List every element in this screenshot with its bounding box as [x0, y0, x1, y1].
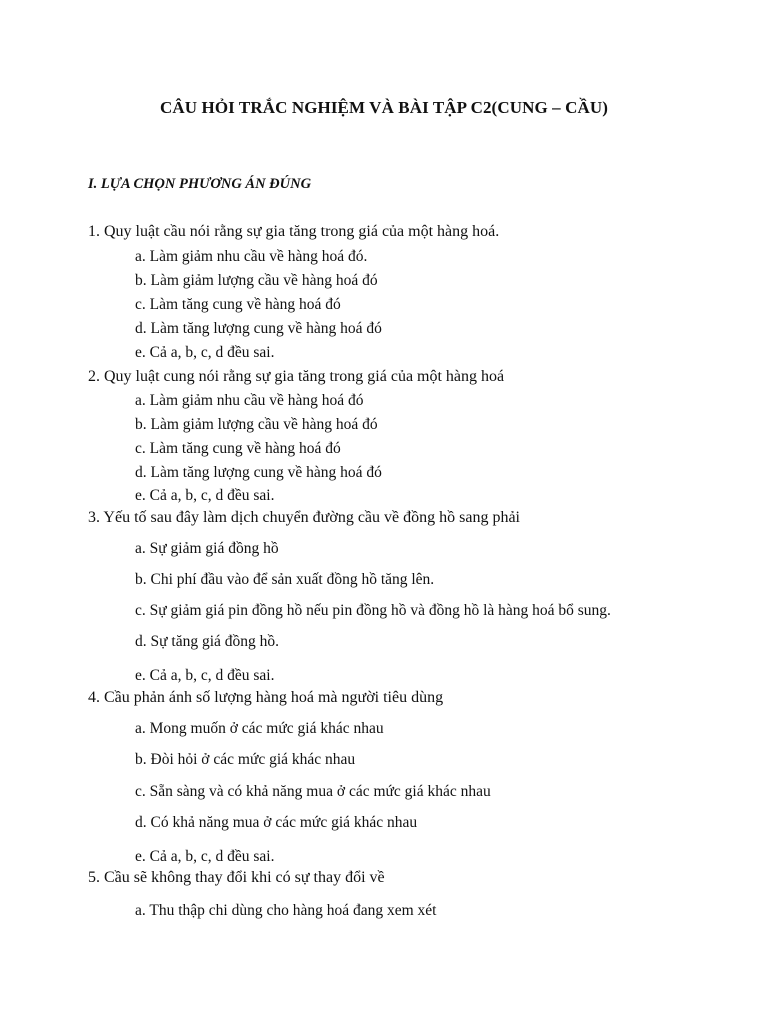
q3-option-a: a. Sự giảm giá đồng hồ: [135, 540, 279, 557]
q2-option-c: c. Làm tăng cung về hàng hoá đó: [135, 440, 341, 457]
q1-option-e: e. Cả a, b, c, d đều sai.: [135, 344, 275, 361]
question-5: 5. Cầu sẽ không thay đổi khi có sự thay đổi về: [88, 869, 385, 886]
question-4: 4. Cầu phản ánh số lượng hàng hoá mà người tiêu dùng: [88, 689, 444, 706]
q1-option-b: b. Làm giảm lượng cầu về hàng hoá đó: [135, 272, 378, 289]
q1-option-c: c. Làm tăng cung về hàng hoá đó: [135, 296, 341, 313]
q1-option-d: d. Làm tăng lượng cung về hàng hoá đó: [135, 320, 382, 337]
q4-option-d: d. Có khả năng mua ở các mức giá khác nhau: [135, 814, 418, 831]
q4-option-e: e. Cả a, b, c, d đều sai.: [135, 848, 275, 865]
q4-option-b: b. Đòi hỏi ở các mức giá khác nhau: [135, 751, 356, 768]
q5-option-a: a. Thu thập chi dùng cho hàng hoá đang xem xét: [135, 902, 437, 919]
q4-option-a: a. Mong muốn ở các mức giá khác nhau: [135, 720, 384, 737]
question-2: 2. Quy luật cung nói rằng sự gia tăng trong giá của một hàng hoá: [88, 368, 505, 385]
q4-option-c: c. Sẵn sàng và có khả năng mua ở các mức giá khác nhau: [135, 783, 491, 800]
q3-option-b: b. Chi phí đầu vào để sản xuất đồng hồ tăng lên.: [135, 571, 435, 588]
section-heading: I. LỰA CHỌN PHƯƠNG ÁN ĐÚNG: [88, 176, 312, 192]
q3-option-d: d. Sự tăng giá đồng hồ.: [135, 633, 280, 650]
q2-option-b: b. Làm giảm lượng cầu về hàng hoá đó: [135, 416, 378, 433]
document-title: CÂU HỎI TRẮC NGHIỆM VÀ BÀI TẬP C2(CUNG – CẦU): [160, 98, 608, 117]
q2-option-e: e. Cả a, b, c, d đều sai.: [135, 487, 275, 504]
q3-option-c: c. Sự giảm giá pin đồng hồ nếu pin đồng hồ và đồng hồ là hàng hoá bổ sung.: [135, 602, 611, 619]
question-1: 1. Quy luật cầu nói rằng sự gia tăng trong giá của một hàng hoá.: [88, 223, 500, 240]
q2-option-a: a. Làm giảm nhu cầu về hàng hoá đó: [135, 392, 364, 409]
q2-option-d: d. Làm tăng lượng cung về hàng hoá đó: [135, 464, 382, 481]
question-3: 3. Yếu tố sau đây làm dịch chuyển đường cầu về đồng hồ sang phải: [88, 509, 520, 526]
q3-option-e: e. Cả a, b, c, d đều sai.: [135, 667, 275, 684]
q1-option-a: a. Làm giảm nhu cầu về hàng hoá đó.: [135, 248, 368, 265]
